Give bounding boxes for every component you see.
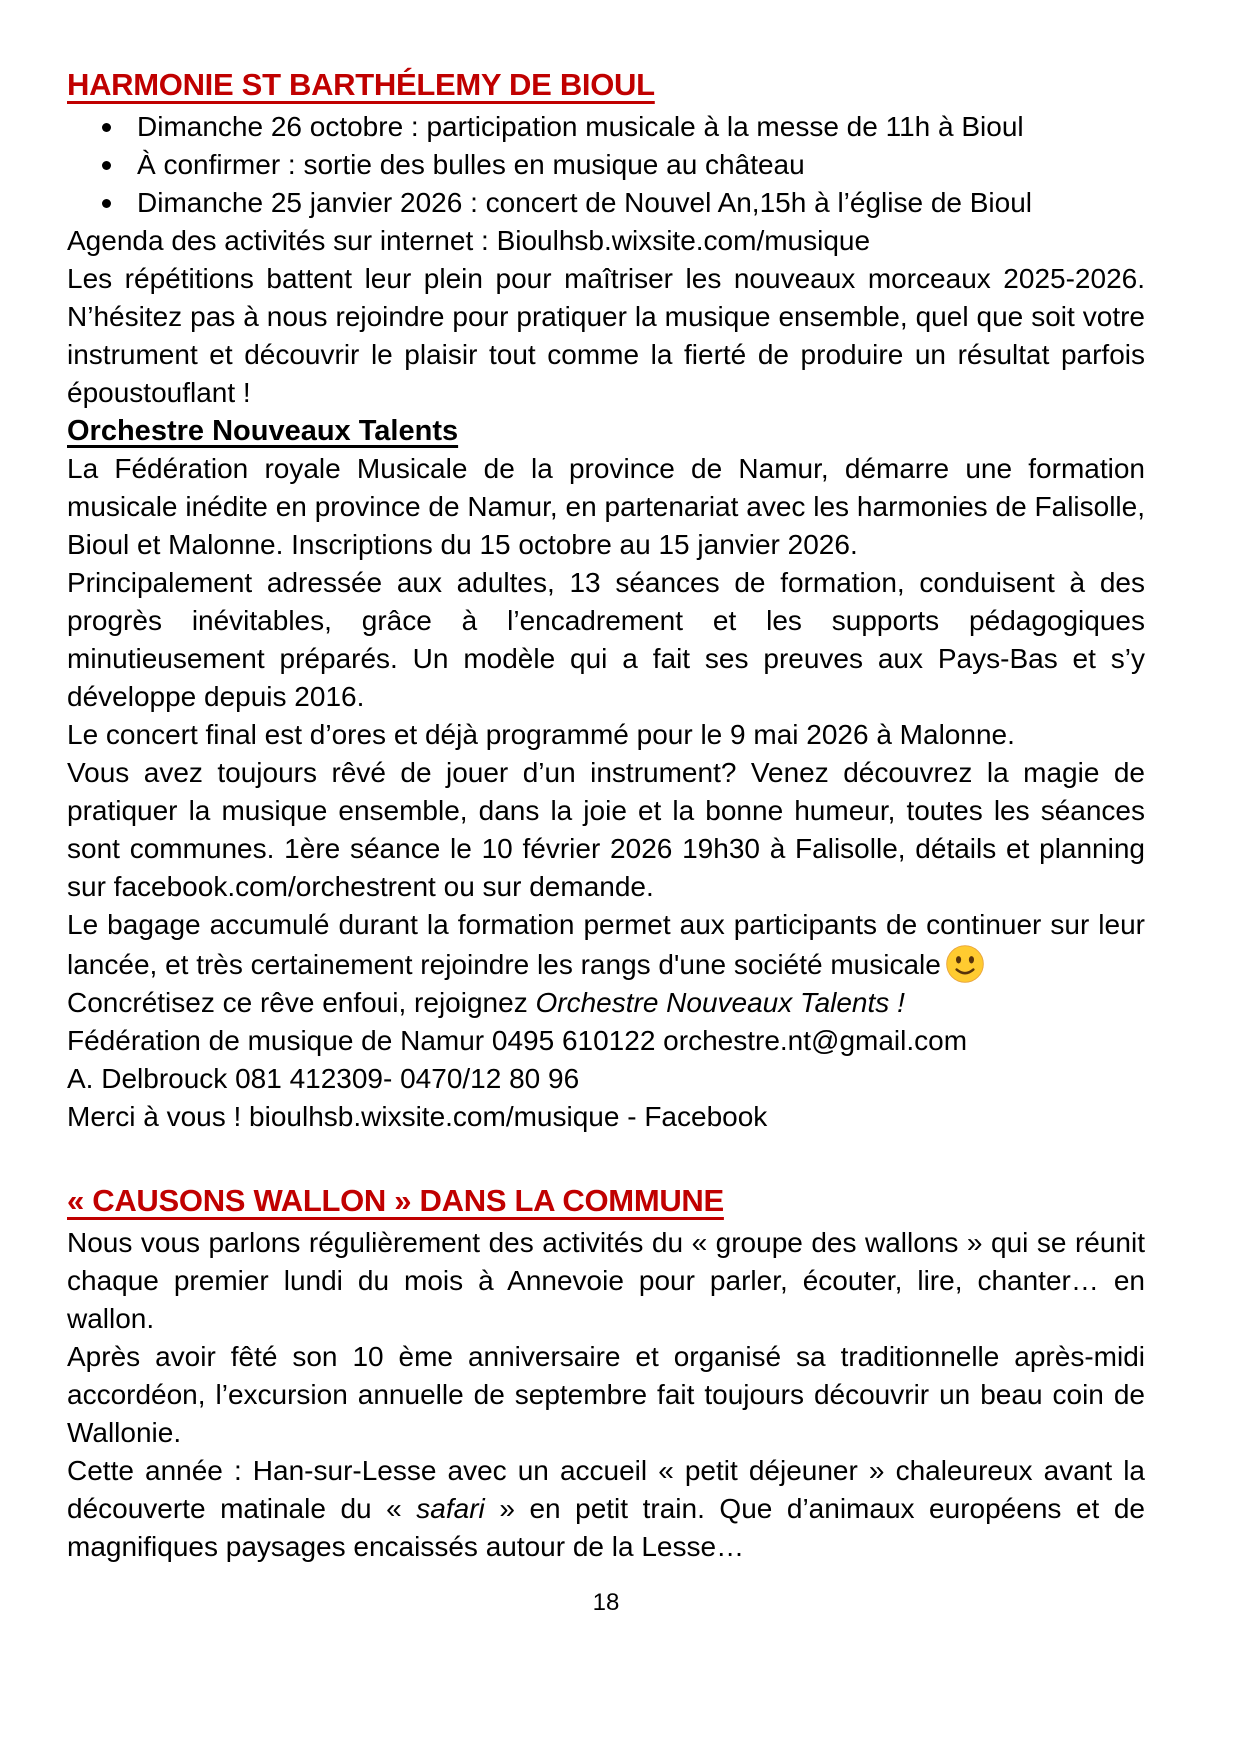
paragraph: Le concert final est d’ores et déjà programmé pour le 9 mai 2026 à Malonne. <box>67 719 1015 750</box>
italic-text: Orchestre Nouveaux Talents ! <box>535 987 905 1018</box>
paragraph-contact-federation: Fédération de musique de Namur 0495 610122 orchestre.nt@gmail.com <box>67 1025 968 1056</box>
paragraph: Nous vous parlons régulièrement des activités du « groupe des wallons » qui se réunit chaque premier lundi du mois à Annevoie pour parler, écouter, lire, chanter… en wallon. <box>67 1227 1145 1334</box>
list-item <box>137 146 1145 184</box>
section-title-causons-wallon: « CAUSONS WALLON » DANS LA COMMUNE <box>67 1183 724 1218</box>
paragraph-contact-delbrouck: A. Delbrouck 081 412309- 0470/12 80 96 <box>67 1063 580 1094</box>
bullet-icon <box>102 199 111 208</box>
list-item-text: Dimanche 26 octobre : participation musicale à la messe de 11h à Bioul <box>137 111 1024 142</box>
italic-text: safari <box>416 1493 485 1524</box>
list-item <box>137 108 1145 146</box>
paragraph: Vous avez toujours rêvé de jouer d’un instrument? Venez découvrez la magie de pratiquer la musique ensemble, dans la joie et la bonne humeur, toutes les séances sont communes. 1ère séance le 10 février 2026 19h30 à Falisolle, détails et planning sur facebook.com/orchestrent ou sur demande. <box>67 757 1145 902</box>
bullet-icon <box>102 161 111 170</box>
page-number: 18 <box>592 1589 620 1616</box>
slightly-smiling-face-icon <box>945 944 985 984</box>
bullet-icon <box>102 123 111 132</box>
paragraph: Après avoir fêté son 10 ème anniversaire et organisé sa traditionnelle après-midi accordéon, l’excursion annuelle de septembre fait toujours découvrir un beau coin de Wallonie. <box>67 1341 1145 1448</box>
paragraph-text: Concrétisez ce rêve enfoui, rejoignez <box>67 987 536 1018</box>
paragraph-text: Le bagage accumulé durant la formation permet aux participants de continuer sur leur lancée, et très certainement rejoindre les rangs d'une société musicale <box>67 909 1145 980</box>
list-item <box>137 184 1145 222</box>
paragraph-cette-annee <box>67 1452 1145 1566</box>
paragraph: La Fédération royale Musicale de la province de Namur, démarre une formation musicale inédite en province de Namur, en partenariat avec les harmonies de Falisolle, Bioul et Malonne. Inscriptions du 15 octobre au 15 janvier 2026. <box>67 453 1145 560</box>
paragraph-concretisez <box>67 984 1145 1022</box>
paragraph-agenda: Agenda des activités sur internet : Bioulhsb.wixsite.com/musique <box>67 225 871 256</box>
event-list <box>67 108 1145 222</box>
paragraph-text: » en petit train. Que d’animaux européens et de magnifiques paysages encaissés autour de la Lesse… <box>67 1493 1145 1562</box>
paragraph-merci: Merci à vous ! bioulhsb.wixsite.com/musique - Facebook <box>67 1101 768 1132</box>
section-title-harmonie: HARMONIE ST BARTHÉLEMY DE BIOUL <box>67 67 655 102</box>
paragraph: Principalement adressée aux adultes, 13 séances de formation, conduisent à des progrès inévitables, grâce à l’encadrement et les supports pédagogiques minutieusement préparés. Un modèle qui a fait ses preuves aux Pays-Bas et s’y développe depuis 2016. <box>67 567 1145 712</box>
list-item-text: À confirmer : sortie des bulles en musique au château <box>137 149 805 180</box>
paragraph-text: Cette année : Han-sur-Lesse avec un accueil « petit déjeuner » chaleureux avant la découverte matinale du « <box>67 1455 1145 1524</box>
paragraph-with-emoji <box>67 906 1145 984</box>
paragraph-repetitions: Les répétitions battent leur plein pour maîtriser les nouveaux morceaux 2025-2026. N’hésitez pas à nous rejoindre pour pratiquer la musique ensemble, quel que soit votre instrument et découvrir le plaisir tout comme la fierté de produire un résultat parfois époustouflant ! <box>67 263 1145 408</box>
list-item-text: Dimanche 25 janvier 2026 : concert de Nouvel An,15h à l’église de Bioul <box>137 187 1033 218</box>
section-title-orchestre-nouveaux-talents: Orchestre Nouveaux Talents <box>67 415 459 447</box>
